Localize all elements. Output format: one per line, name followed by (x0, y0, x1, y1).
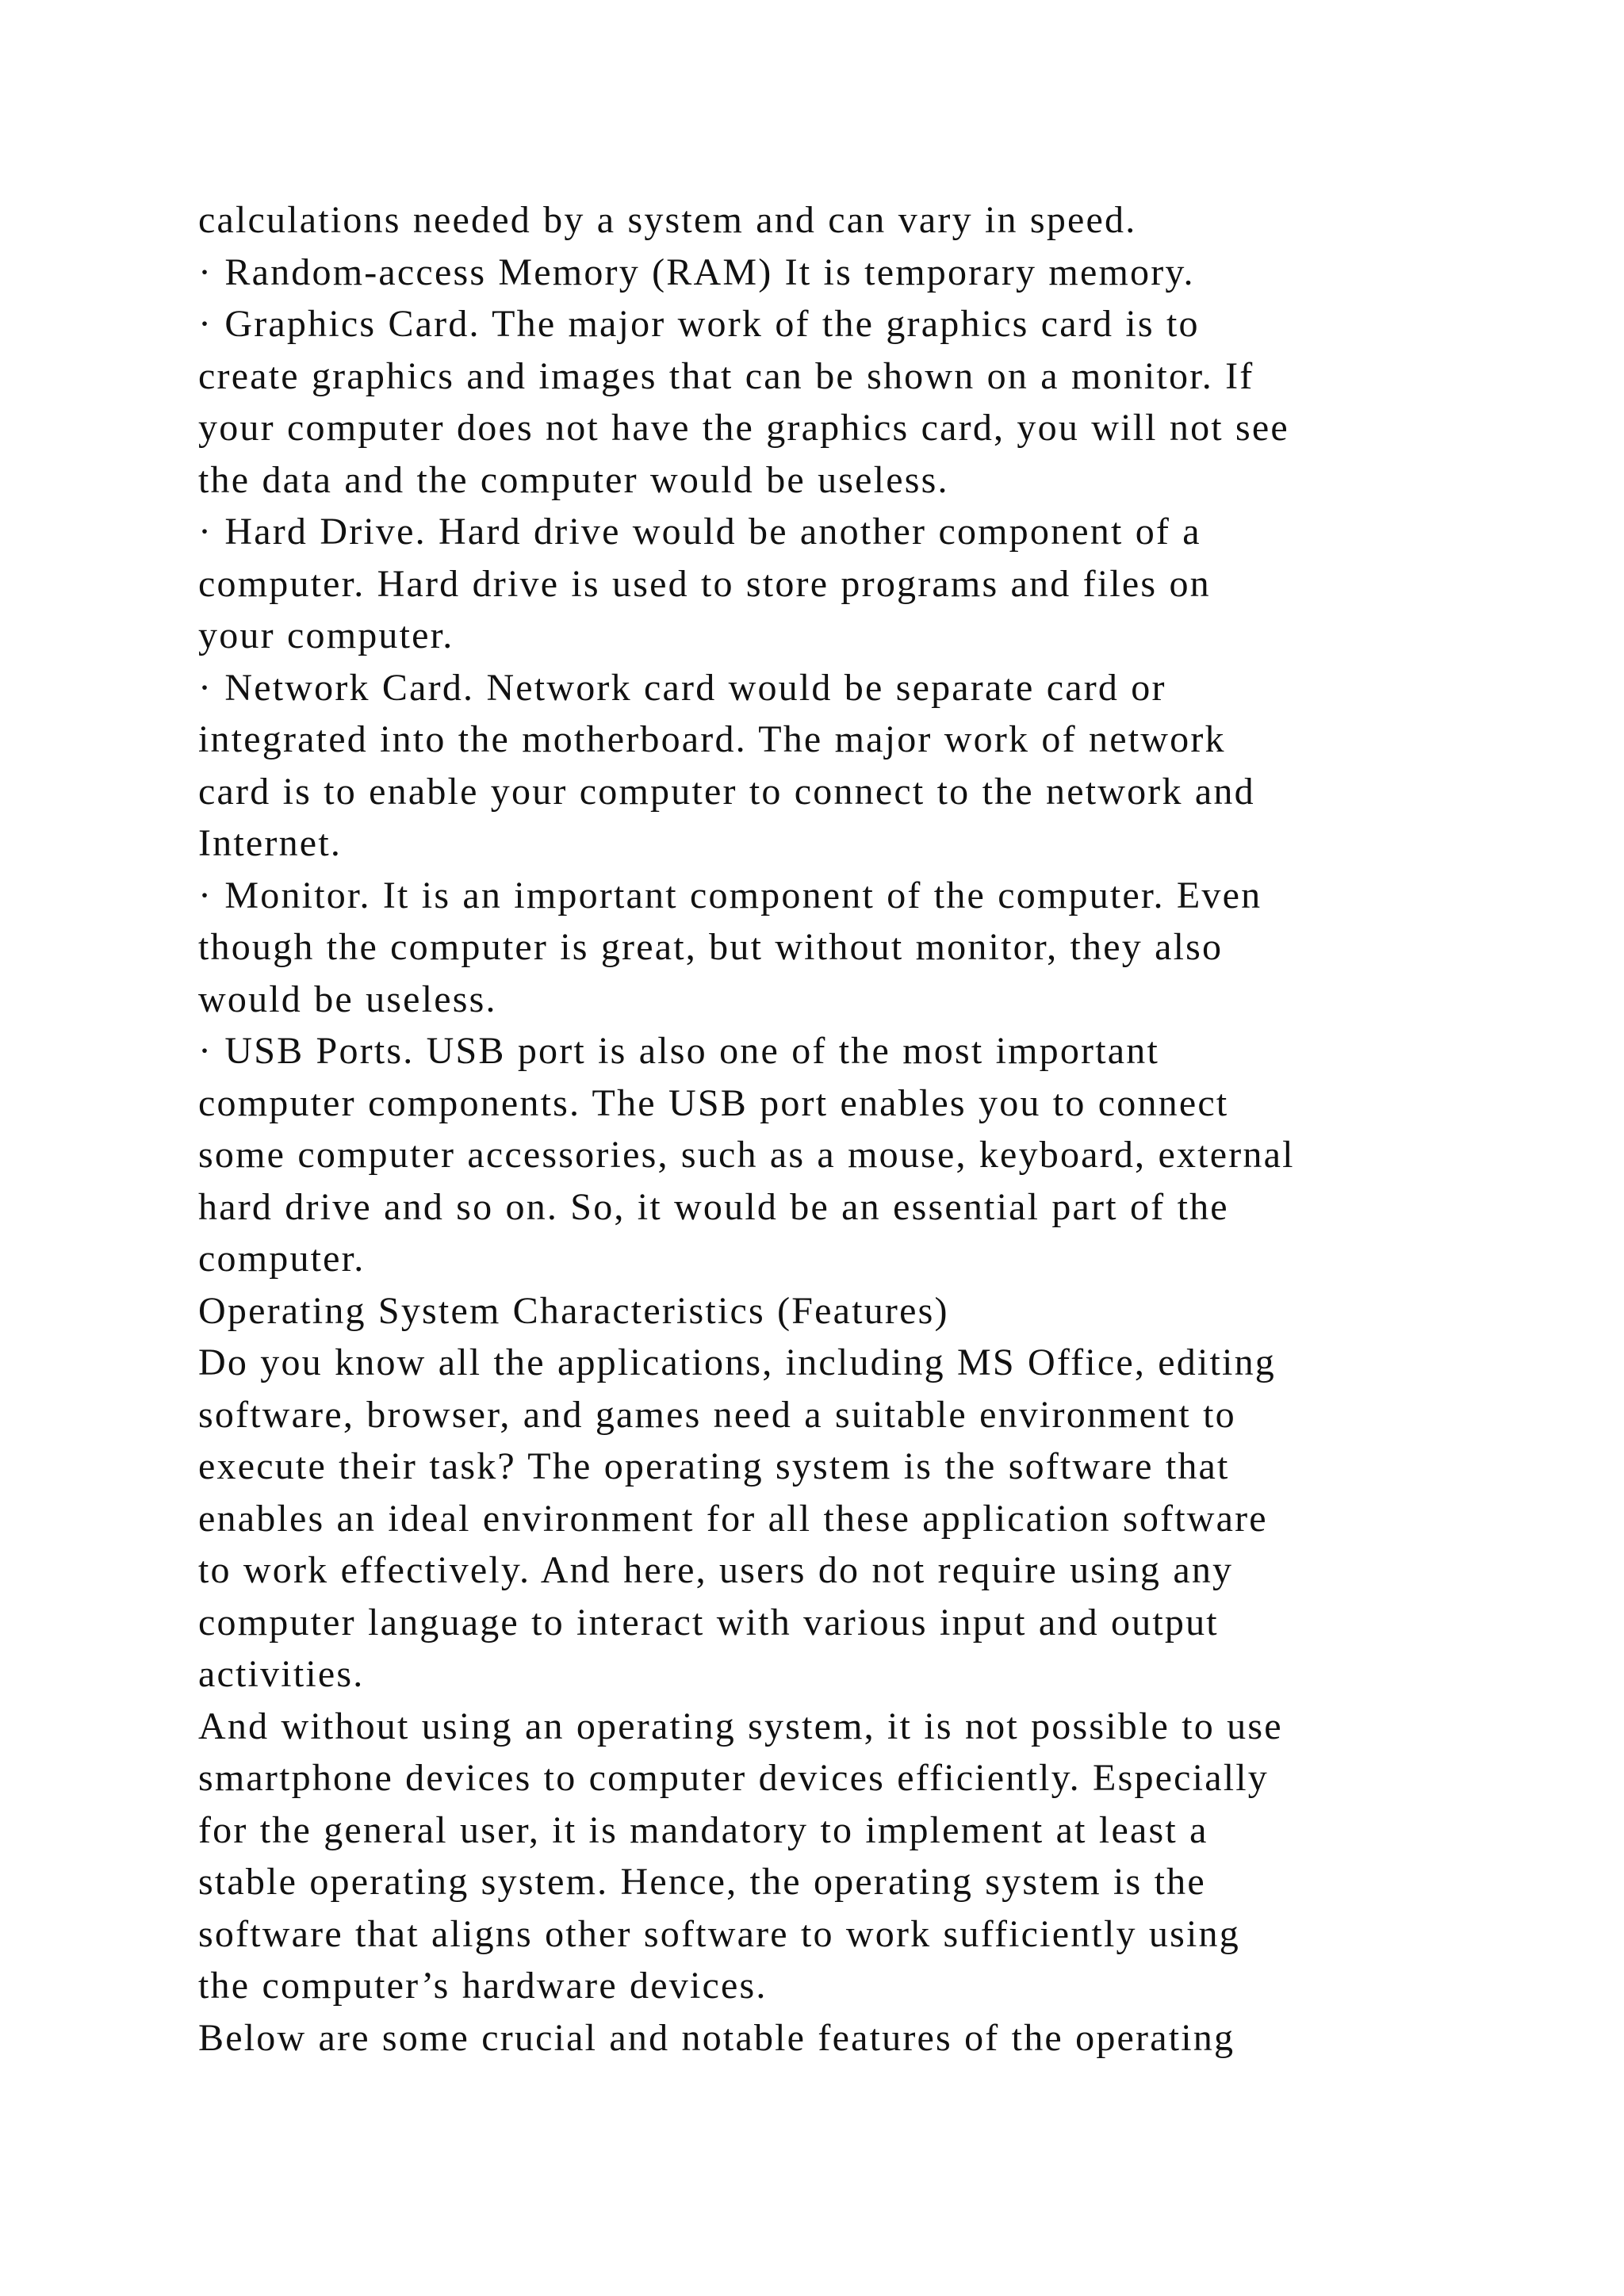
text-line: computer language to interact with various input and output (198, 1601, 1219, 1644)
text-line: Do you know all the applications, including MS Office, editing (198, 1341, 1276, 1383)
text-line: Below are some crucial and notable features of the operating (198, 2016, 1235, 2059)
text-line: to work effectively. And here, users do not require using any (198, 1549, 1234, 1591)
text-line: integrated into the motherboard. The major work of network (198, 718, 1226, 760)
text-line: hard drive and so on. So, it would be an essential part of the (198, 1185, 1229, 1228)
text-line: software, browser, and games need a suitable environment to (198, 1393, 1236, 1436)
text-line: stable operating system. Hence, the operating system is the (198, 1861, 1206, 1903)
bullet-line: · Network Card. Network card would be separate card or (198, 666, 1166, 709)
text-line: calculations needed by a system and can vary in speed. (198, 199, 1137, 241)
text-line: And without using an operating system, it is not possible to use (198, 1705, 1283, 1747)
text-line: card is to enable your computer to connect to the network and (198, 770, 1255, 813)
text-line: the data and the computer would be useless. (198, 458, 949, 501)
text-line: Internet. (198, 822, 343, 864)
text-line: software that aligns other software to work sufficiently using (198, 1912, 1240, 1955)
text-line: execute their task? The operating system is the software that (198, 1445, 1230, 1487)
text-line: for the general user, it is mandatory to implement at least a (198, 1808, 1208, 1851)
text-line: would be useless. (198, 978, 497, 1020)
bullet-line: · USB Ports. USB port is also one of the most important (198, 1030, 1159, 1072)
text-line: your computer. (198, 614, 454, 656)
text-line: your computer does not have the graphics card, you will not see (198, 407, 1289, 449)
section-heading: Operating System Characteristics (Features) (198, 1289, 949, 1332)
document-body-text (198, 194, 1483, 2064)
bullet-line: · Graphics Card. The major work of the graphics card is to (198, 303, 1200, 345)
text-line: smartphone devices to computer devices efficiently. Especially (198, 1757, 1269, 1799)
text-line: enables an ideal environment for all these application software (198, 1497, 1268, 1540)
text-line: though the computer is great, but without monitor, they also (198, 926, 1224, 968)
bullet-line: · Hard Drive. Hard drive would be another component of a (198, 511, 1201, 553)
bullet-line: · Random-access Memory (RAM) It is temporary memory. (198, 251, 1195, 293)
text-line: create graphics and images that can be shown on a monitor. If (198, 354, 1254, 397)
bullet-line: · Monitor. It is an important component of the computer. Even (198, 874, 1262, 916)
text-line: the computer’s hardware devices. (198, 1965, 768, 2007)
text-line: computer components. The USB port enables you to connect (198, 1081, 1229, 1124)
text-line: computer. Hard drive is used to store programs and files on (198, 562, 1211, 605)
text-line: some computer accessories, such as a mouse, keyboard, external (198, 1134, 1295, 1176)
text-line: computer. (198, 1238, 366, 1280)
text-line: activities. (198, 1653, 365, 1695)
